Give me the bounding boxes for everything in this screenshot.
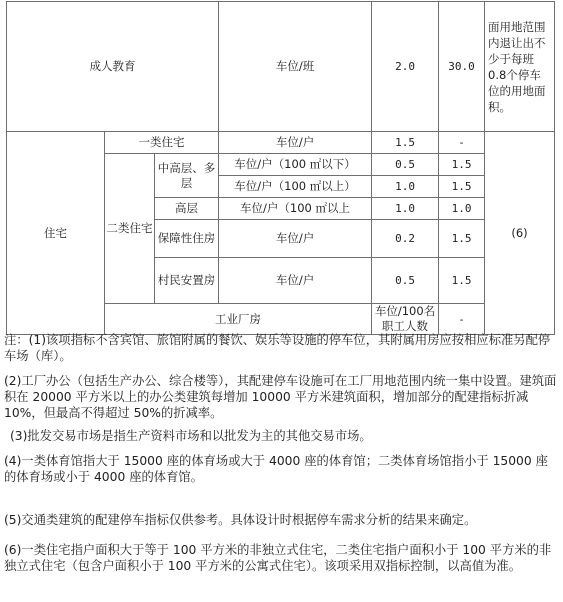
cell-value1: 0.2 <box>372 220 439 258</box>
note-1: 注：(1)该项指标不含宾馆、旅馆附属的餐饮、娱乐等设施的停车位，其附属用房应按相应标准另配停车场（库）。 <box>4 333 551 363</box>
note-3: (3)批发交易市场是指生产资料市场和以批发为主的其他交易市场。 <box>10 429 372 443</box>
table-row <box>7 132 555 154</box>
cell-unit: 车位/户（100 ㎡以上） <box>219 176 372 198</box>
cell-value1: 2.0 <box>372 2 439 132</box>
cell-unit: 车位/户 <box>219 132 372 154</box>
cell-value1: 1.5 <box>372 132 439 154</box>
cell-subcategory: 中高层、多层 <box>155 154 219 198</box>
cell-unit: 车位/100名职工人数 <box>372 304 439 335</box>
cell-value1: 0.5 <box>372 154 439 176</box>
cell-value2: 1.5 <box>439 154 485 176</box>
cell-value1: 1.0 <box>372 198 439 220</box>
cell-value2: - <box>439 132 485 154</box>
table-row <box>7 2 555 132</box>
cell-value2: 30.0 <box>439 2 485 132</box>
cell-unit: 车位/户 <box>219 220 372 258</box>
cell-value2: 1.5 <box>439 220 485 258</box>
note-5: (5)交通类建筑的配建停车指标仅供参考。具体设计时根据停车需求分析的结果来确定。 <box>4 513 477 527</box>
note-4: (4)一类体育馆指大于 15000 座的体育场或大于 4000 座的体育馆；二类体育场馆指小于 15000 座的体育场或小于 4000 座的体育馆。 <box>4 454 548 484</box>
cell-housing-label: 住宅 <box>7 132 105 335</box>
cell-unit: 车位/班 <box>219 2 372 132</box>
cell-class2-label: 二类住宅 <box>105 154 155 304</box>
cell-value1: 0.5 <box>372 258 439 304</box>
cell-category: 工业厂房 <box>105 304 372 335</box>
cell-note: 面用地范围内退让出不少于每班0.8个停车位的用地面积。 <box>485 2 555 132</box>
cell-value1: - <box>439 304 485 335</box>
cell-subcategory: 村民安置房 <box>155 258 219 304</box>
cell-subcategory: 高层 <box>155 198 219 220</box>
cell-unit: 车位/户 <box>219 258 372 304</box>
cell-unit: 车位/户（100 ㎡以上 <box>219 198 372 220</box>
cell-category: 成人教育 <box>7 2 219 132</box>
cell-subcategory: 保障性住房 <box>155 220 219 258</box>
cell-category: 一类住宅 <box>105 132 219 154</box>
cell-value2: 1.5 <box>439 176 485 198</box>
cell-value1: 1.0 <box>372 176 439 198</box>
cell-value2: 1.5 <box>439 258 485 304</box>
note-2: (2)工厂办公（包括生产办公、综合楼等），其配建停车设施可在工厂用地范围内统一集中设置。建筑面积在 20000 平方米以上的办公类建筑每增加 10000 平方米建筑面积，增加部分的配建指标折减 10%，但最高不得超过 50%的折减率。 <box>4 374 557 420</box>
note-6: (6)一类住宅指户面积大于等于 100 平方米的非独立式住宅，二类住宅指户面积小于 100 平方米的非独立式住宅（包含户面积小于 100 平方米的公寓式住宅）。该项采用双指标控制，以高值为准。 <box>4 543 552 573</box>
cell-housing-note: (6) <box>485 132 555 335</box>
cell-unit: 车位/户（100 ㎡以下） <box>219 154 372 176</box>
cell-value2: 1.0 <box>439 198 485 220</box>
parking-standards-table <box>6 1 555 335</box>
